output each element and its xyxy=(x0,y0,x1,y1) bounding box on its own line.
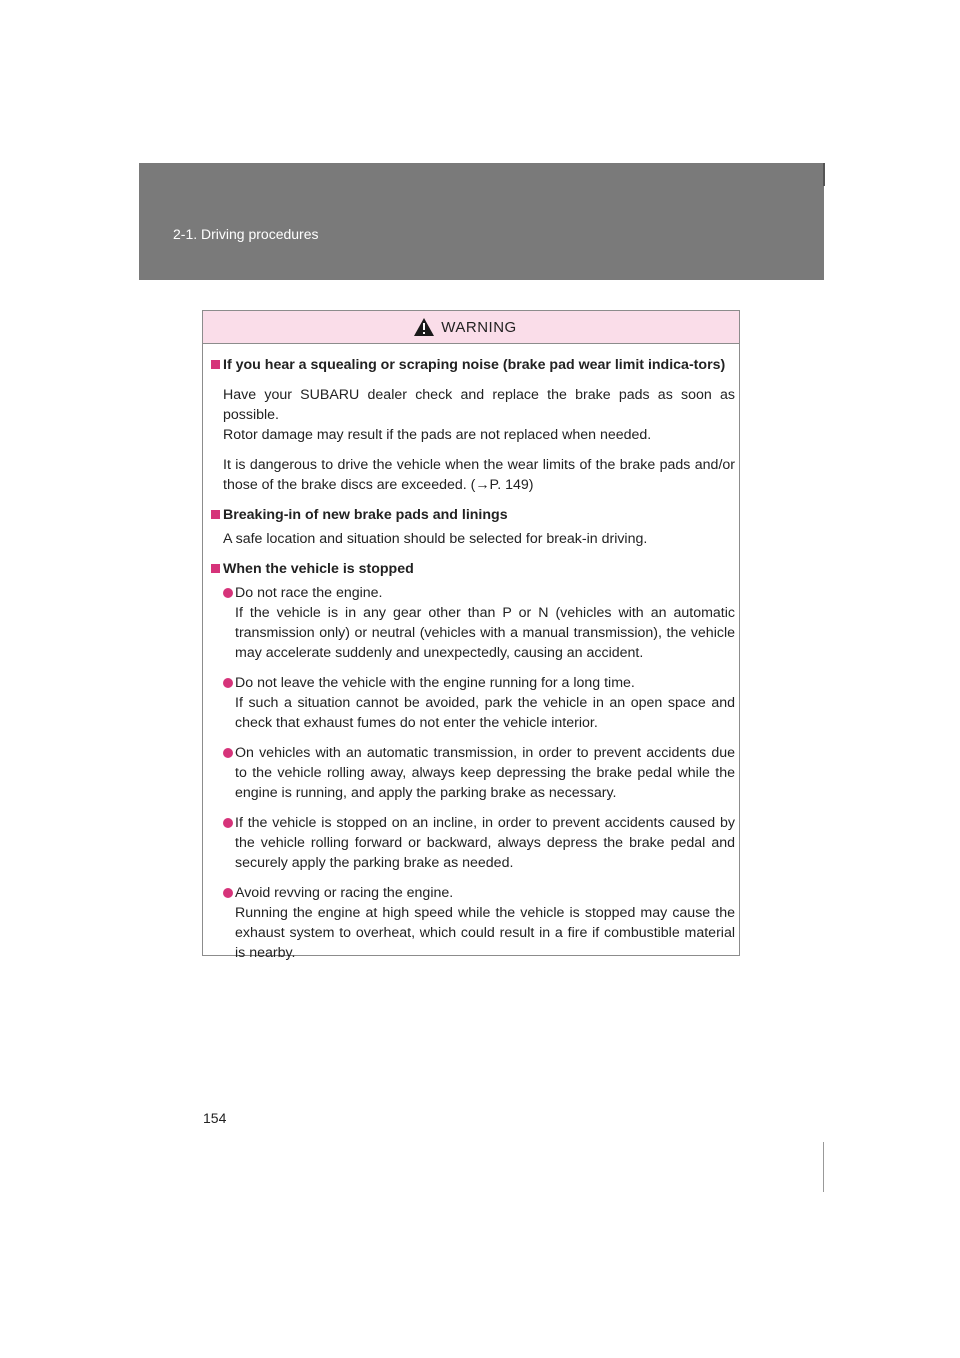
warning-label: WARNING xyxy=(441,318,517,336)
crop-mark-top xyxy=(823,163,825,186)
square-bullet-icon xyxy=(211,360,220,369)
list-item: If the vehicle is stopped on an incline, in order to prevent accidents caused by the vehicle rolling forward or backward, always depress the brake pedal and securely apply the parking brake as needed. xyxy=(211,813,735,873)
crop-mark-bottom xyxy=(823,1142,824,1192)
paragraph: Have your SUBARU dealer check and replace the brake pads as soon as possible. xyxy=(223,387,735,423)
section-title: 2-1. Driving procedures xyxy=(173,226,319,242)
warning-triangle-icon xyxy=(413,317,435,337)
paragraph: Rotor damage may result if the pads are not replaced when needed. xyxy=(223,427,652,443)
warning-box xyxy=(202,310,740,961)
section-heading-vehicle-stopped: When the vehicle is stopped xyxy=(211,559,735,579)
page-number: 154 xyxy=(203,1110,227,1126)
round-bullet-icon xyxy=(223,748,233,758)
square-bullet-icon xyxy=(211,564,220,573)
list-item: Avoid revving or racing the engine. Running the engine at high speed while the vehicle is stopped may cause the exhaust system to overheat, which could result in a fire if combustible material is nearby. xyxy=(211,883,735,963)
paragraph: A safe location and situation should be selected for break-in driving. xyxy=(223,531,648,547)
section-heading-break-in: Breaking-in of new brake pads and linings xyxy=(211,505,735,525)
warning-header xyxy=(203,311,739,344)
round-bullet-icon xyxy=(223,888,233,898)
warning-body xyxy=(203,343,739,963)
paragraph-page-reference: It is dangerous to drive the vehicle when the wear limits of the brake pads and/or those of the brake discs are exceeded. (→P. 149) xyxy=(223,457,735,493)
list-item: Do not race the engine. If the vehicle is in any gear other than P or N (vehicles with an automatic transmission only) or neutral (vehicles with a manual transmission), the vehicle may accelerate suddenly and unexpectedly, causing an accident. xyxy=(211,583,735,663)
list-item: On vehicles with an automatic transmission, in order to prevent accidents due to the vehicle rolling away, always keep depressing the brake pedal while the engine is running, and apply the parking brake as necessary. xyxy=(211,743,735,803)
round-bullet-icon xyxy=(223,588,233,598)
round-bullet-icon xyxy=(223,818,233,828)
square-bullet-icon xyxy=(211,510,220,519)
list-item: Do not leave the vehicle with the engine running for a long time. If such a situation cannot be avoided, park the vehicle in an open space and check that exhaust fumes do not enter the vehicle interior. xyxy=(211,673,735,733)
section-heading-brake-noise: If you hear a squealing or scraping noise (brake pad wear limit indica-tors) xyxy=(211,355,735,375)
round-bullet-icon xyxy=(223,678,233,688)
section-header-band xyxy=(139,163,824,280)
